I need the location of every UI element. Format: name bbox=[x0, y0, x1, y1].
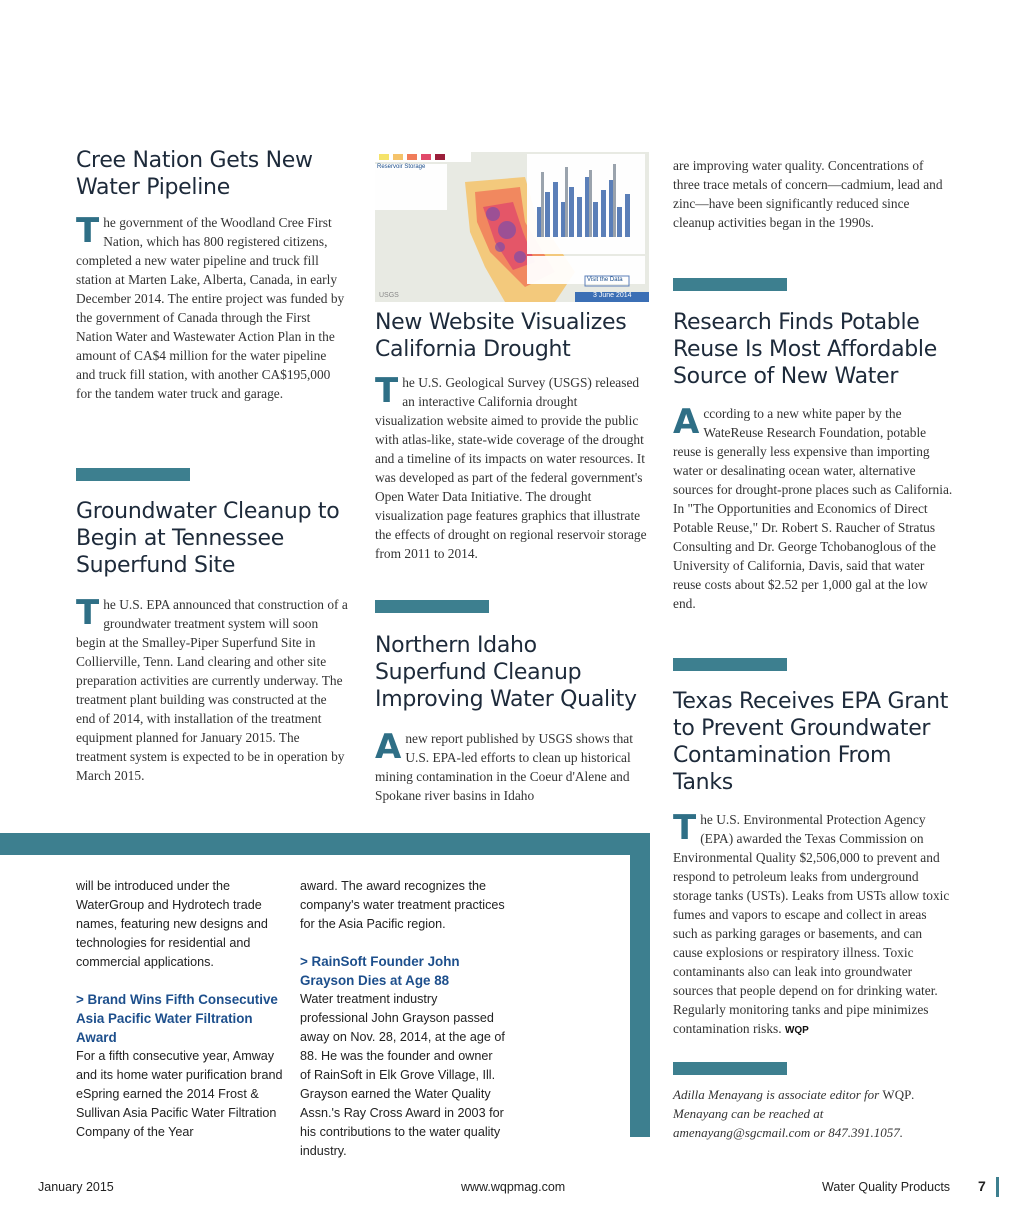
author-credit: Adilla Menayang is associate editor for WQP. Menayang can be reached at amenayang@sgcmail.com or 847.391.1057. bbox=[673, 1087, 915, 1140]
end-mark: WQP bbox=[784, 1025, 809, 1036]
page-number: 7 bbox=[978, 1178, 986, 1194]
footer-url[interactable]: www.wqpmag.com bbox=[461, 1180, 566, 1194]
drop-cap: T bbox=[76, 593, 100, 633]
headline-tennessee-superfund: Groundwater Cleanup to Begin at Tennessee Superfund Site bbox=[76, 499, 340, 578]
sidebar-column-1 bbox=[76, 877, 286, 1142]
middle-column-lower bbox=[375, 632, 649, 805]
sidebar-column-2 bbox=[300, 877, 505, 1161]
article-tennessee-superfund: The U.S. EPA announced that construction of a groundwater treatment system will soon begin at the Smalley-Piper Superfund Site in Collierville, Tenn. Land clearing and other site preparation activities are currently underway. The treatment plant building was constructed at the end of 2014, with installation of the treatment equipment planned for January 2015. The treatment system is expected to be in operation by March 2015. bbox=[76, 593, 348, 783]
sidebar-text-rainsoft: Water treatment industry professional John Grayson passed away on Nov. 28, 2014, at the age of 88. He was the founder and owner of RainSoft in Elk Grove Village, Ill. Grayson earned the Water Quality Assn.'s Ray Cross Award in 2003 for his contributions to the water quality industry. bbox=[300, 992, 505, 1158]
drop-cap: T bbox=[76, 211, 100, 251]
right-column-middle bbox=[673, 309, 953, 613]
sidebar-continued-text: award. The award recognizes the company's water treatment practices for the Asia Pacific region. bbox=[300, 879, 505, 931]
footer-date: January 2015 bbox=[38, 1180, 114, 1194]
sidebar-continued-text: will be introduced under the WaterGroup and Hydrotech trade names, featuring new designs and technologies for residential and commercial applications. bbox=[76, 879, 268, 969]
sidebar-frame-right bbox=[630, 833, 650, 1137]
drop-cap: A bbox=[673, 402, 700, 442]
sidebar-headline-rainsoft: > RainSoft Founder John Grayson Dies at Age 88 bbox=[300, 954, 460, 988]
article-cree-nation: The government of the Woodland Cree First Nation, which has 800 registered citizens, completed a new water pipeline and truck fill station at Marten Lake, Alberta, Canada, in early December 2014. The entire project was funded by the government of Canada through the First Nation Water and Wastewater Action Plan in the amount of CA$4 million for the water pipeline and truck fill station, with another CA$195,000 for the tandem water truck and garage. bbox=[76, 211, 345, 401]
drop-cap: T bbox=[375, 371, 399, 411]
headline-california-drought: New Website Visualizes California Drought bbox=[375, 310, 627, 362]
section-divider bbox=[673, 1062, 787, 1075]
section-divider bbox=[673, 278, 787, 291]
headline-texas-grant: Texas Receives EPA Grant to Prevent Groundwater Contamination From Tanks bbox=[673, 689, 949, 795]
sidebar-frame-top bbox=[0, 833, 650, 855]
article-california-drought: The U.S. Geological Survey (USGS) released an interactive California drought visualization website aimed to provide the public with atlas-like, state-wide coverage of the drought and a timeline of its impacts on water resources. It was developed as part of the federal government's Open Water Data Initiative. The drought visualization page features graphics that illustrate the effects of drought on regional reservoir storage from 2011 to 2014. bbox=[375, 371, 647, 561]
map-panel-title: Reservoir Storage bbox=[377, 164, 426, 170]
right-column bbox=[673, 156, 953, 232]
article-idaho-continued: are improving water quality. Concentrations of three trace metals of concern—cadmium, lead and zinc—have been significantly reduced since cleanup activities began in the 1990s. bbox=[673, 158, 943, 230]
visit-data-button[interactable]: Visit the Data bbox=[587, 277, 623, 283]
sidebar-text-brand-award: For a fifth consecutive year, Amway and its home water purification brand eSpring earned the 2014 Frost & Sullivan Asia Pacific Water Filtration Company of the Year bbox=[76, 1049, 283, 1139]
page-marker bbox=[996, 1177, 999, 1197]
drop-cap: T bbox=[673, 808, 697, 848]
article-potable-reuse: According to a new white paper by the WateReuse Research Foundation, potable reuse is generally less expensive than importing water or desalinating ocean water, alternative sources for drought-prone places such as California. In "The Opportunities and Economics of Direct Potable Reuse," Dr. Robert S. Raucher of Stratus Consulting and Dr. George Tchobanoglous of the University of California, Davis, said that water reuse costs about $2.52 per 1,000 gal at the low end. bbox=[673, 402, 953, 611]
left-column-lower bbox=[76, 498, 348, 785]
right-column-lower bbox=[673, 688, 953, 1040]
map-credit: USGS bbox=[379, 292, 399, 299]
map-image bbox=[375, 152, 649, 302]
headline-potable-reuse: Research Finds Potable Reuse Is Most Affordable Source of New Water bbox=[673, 310, 937, 389]
section-divider bbox=[673, 658, 787, 671]
section-divider bbox=[76, 468, 190, 481]
middle-column bbox=[375, 309, 649, 563]
headline-idaho-superfund: Northern Idaho Superfund Cleanup Improving Water Quality bbox=[375, 633, 637, 712]
footer-magazine: Water Quality Products bbox=[822, 1180, 951, 1194]
sidebar-headline-brand-award: > Brand Wins Fifth Consecutive Asia Pacific Water Filtration Award bbox=[76, 992, 278, 1045]
headline-cree-nation: Cree Nation Gets New Water Pipeline bbox=[76, 148, 313, 200]
article-texas-grant: The U.S. Environmental Protection Agency (EPA) awarded the Texas Commission on Environmental Quality $2,506,000 to prevent and respond to petroleum leaks from underground storage tanks (USTs). Leaks from USTs allow toxic fumes and vapors to escape and collect in areas such as parking garages or basements, and can cause explosions or respiratory illness. Toxic contaminants also can leak into groundwater sources that people depend on for drinking water. Regularly monitoring tanks and pipe minimizes contamination risks. WQP bbox=[673, 808, 950, 1036]
map-date: 3 June 2014 bbox=[593, 292, 632, 299]
drop-cap: A bbox=[375, 727, 402, 767]
article-idaho-superfund: A new report published by USGS shows that U.S. EPA-led efforts to clean up historical mining contamination in the Coeur d'Alene and Spokane river basins in Idaho bbox=[375, 727, 633, 803]
section-divider bbox=[375, 600, 489, 613]
left-column bbox=[76, 147, 348, 403]
